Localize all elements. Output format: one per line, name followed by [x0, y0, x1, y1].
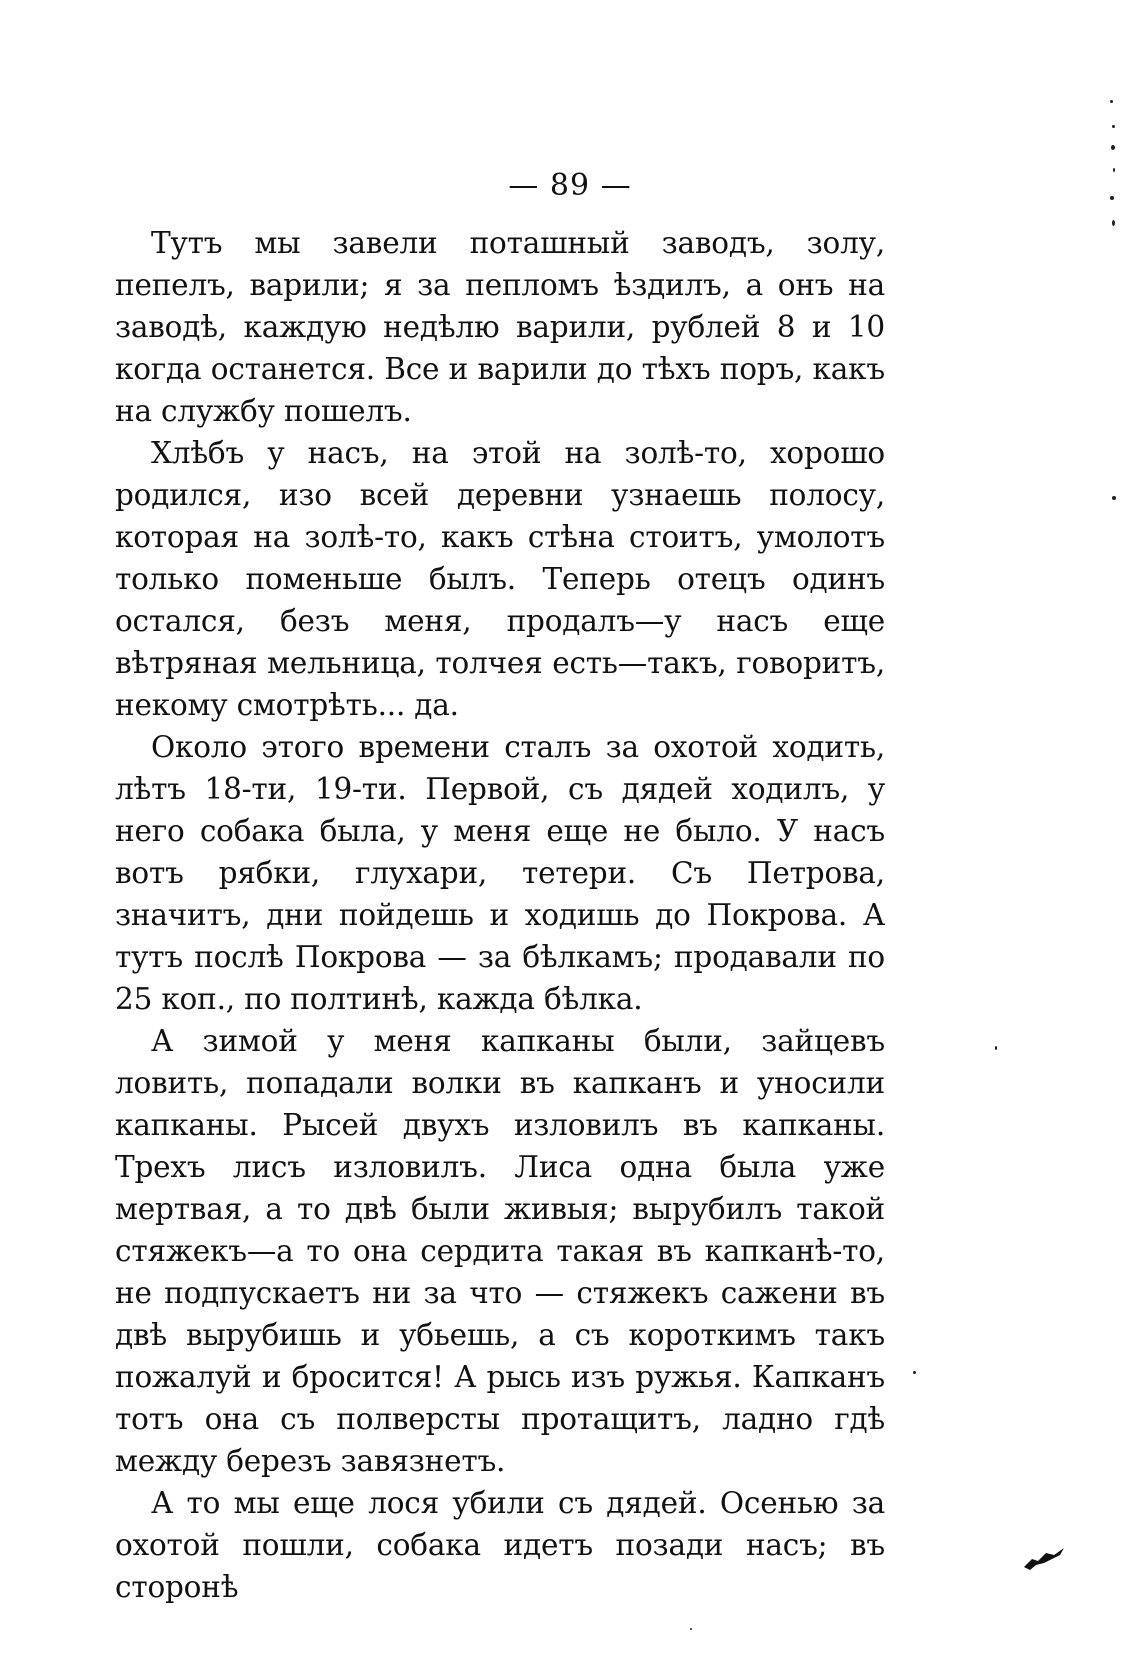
text-body — [115, 222, 885, 1608]
paragraph-4: А зимой у меня капканы были, зайцевъ ловить, попадали волки въ капканъ и уносили капканы. Рысей двухъ изловилъ въ капканы. Трехъ лисъ изловилъ. Лиса одна была уже мертвая, а то двѣ были живыя; вырубилъ такой стяжекъ—а то она сердита такая въ капканѣ-то, не подпускаетъ ни за что — стяжекъ сажени въ двѣ вырубишь и убьешь, а съ короткимъ такъ пожалуй и бросится! А рысь изъ ружья. Капканъ тотъ она съ полверсты протащитъ, ладно гдѣ между березъ завязнетъ. — [115, 1024, 885, 1478]
scan-speck — [913, 1371, 916, 1374]
scan-speck — [1112, 220, 1115, 226]
page-number: — 89 — — [508, 168, 632, 203]
scan-speck — [1110, 196, 1114, 200]
scan-speck — [1112, 496, 1116, 500]
scan-speck — [1110, 100, 1113, 103]
paragraph-2: Хлѣбъ у насъ, на этой на золѣ-то, хорошо родился, изо всей деревни узнаешь полосу, которая на золѣ-то, какъ стѣна стоитъ, умолотъ только поменьше былъ. Теперь отецъ одинъ остался, безъ меня, продалъ—у насъ еще вѣтряная мельница, толчея есть—такъ, говоритъ, некому смотрѣть... да. — [115, 436, 885, 722]
paragraph-5: А то мы еще лося убили съ дядей. Осенью за охотой пошли, собака идетъ позади насъ; въ сторонѣ — [115, 1486, 885, 1604]
scan-speck — [1111, 145, 1115, 150]
scan-speck — [1112, 125, 1115, 128]
scan-speck — [995, 1046, 997, 1050]
scan-speck — [690, 1628, 692, 1630]
ink-mark-icon — [1022, 1545, 1068, 1571]
paragraph-1: Тутъ мы завели поташный заводъ, золу, пепелъ, варили; я за пепломъ ѣздилъ, а онъ на заводѣ, каждую недѣлю варили, рублей 8 и 10 когда останется. Все и варили до тѣхъ поръ, какъ на службу пошелъ. — [115, 226, 885, 428]
scan-speck — [1113, 168, 1115, 172]
paragraph-3: Около этого времени сталъ за охотой ходить, лѣтъ 18-ти, 19-ти. Первой, съ дядей ходилъ, у него собака была, у меня еще не было. У насъ вотъ рябки, глухари, тетери. Съ Петрова, значитъ, дни пойдешь и ходишь до Покрова. А тутъ послѣ Покрова — за бѣлкамъ; продавали по 25 коп., по полтинѣ, кажда бѣлка. — [115, 730, 885, 1016]
